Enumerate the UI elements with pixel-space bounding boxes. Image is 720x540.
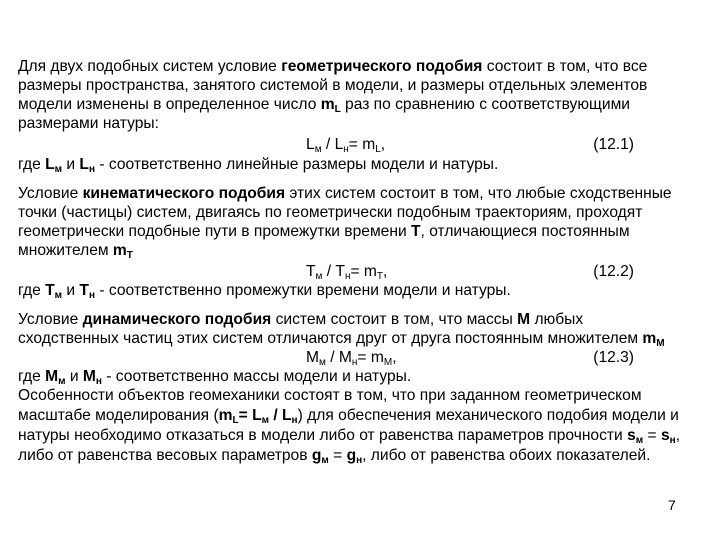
geomechanics-line-2: масштабе моделирования $(m_L= L_м / L_н)$ для обеспечения механического подобия модели и (18, 407, 679, 426)
geometric-similarity-line-4: размерами натуры: (18, 115, 159, 132)
term-dynamic-similarity: динамического подобия (82, 311, 272, 328)
geometric-similarity-where-line: где $L_м$ и $L_н$ - соответственно линейные размеры модели и натуры. (18, 156, 499, 175)
kinematic-similarity-where-line: где $T_м$ и $T_н$ - соответственно промежутки времени модели и натуры. (18, 282, 511, 301)
geometric-similarity-line-2: размеры пространства, занятого системой в модели, и размеры отдельных элементов (18, 77, 648, 94)
dynamic-similarity-where-line: где $M_м$ и $M_н$ - соответственно массы модели и натуры. (18, 368, 412, 387)
equation-12-2: $T_м / T_н= m_T$, (306, 263, 388, 282)
geomechanics-line-1: Особенности объектов геомеханики состоят в том, что при заданном геометрическом (18, 387, 642, 404)
geometric-similarity-line-1: Для двух подобных систем условие геометрического подобия состоит в том, что все (18, 58, 648, 75)
term-kinematic-similarity: кинематического подобия (82, 185, 286, 202)
dynamic-similarity-line-1: Условие динамического подобия систем состоит в том, что массы M любых (18, 311, 584, 328)
equation-number-12-2: (12.2) (593, 263, 634, 280)
scale-factor-mL: $m_L$ (320, 96, 341, 115)
scale-factor-mT: $m_T$ (112, 242, 133, 261)
scale-factor-mM: $m_M$ (642, 330, 665, 349)
equation-12-1: $L_м / L_н= m_L$, (306, 136, 386, 155)
geomechanics-line-4: либо от равенства весовых параметров $g_м = g_н$, либо от равенства обоих показателей. (18, 447, 651, 466)
geomechanics-line-3: натуры необходимо отказаться в модели либо от равенства параметров прочности $s_м = s_н$, (18, 427, 681, 446)
kinematic-similarity-line-1: Условие кинематического подобия этих систем состоит в том, что любые сходственные (18, 185, 672, 202)
dynamic-similarity-line-2: сходственных частиц этих систем отличаются друг от друга постоянным множителем $m_M$ (18, 330, 665, 349)
kinematic-similarity-line-3: геометрически подобные пути в промежутки времени T, отличающиеся постоянным (18, 223, 630, 240)
page-number: 7 (668, 497, 676, 513)
geometric-similarity-line-3: модели изменены в определенное число $m_L$ раз по сравнению с соответствующими (18, 96, 631, 115)
equation-12-3: $M_м / M_н= m_M$, (306, 349, 397, 368)
kinematic-similarity-line-2: точки (частицы) систем, двигаясь по геометрически подобным траекториям, проходят (18, 204, 643, 221)
kinematic-similarity-line-4: множителем $m_T$ (18, 242, 133, 261)
equation-number-12-3: (12.3) (593, 349, 634, 366)
term-geometric-similarity: геометрического подобия (281, 58, 483, 75)
equation-number-12-1: (12.1) (593, 136, 634, 153)
